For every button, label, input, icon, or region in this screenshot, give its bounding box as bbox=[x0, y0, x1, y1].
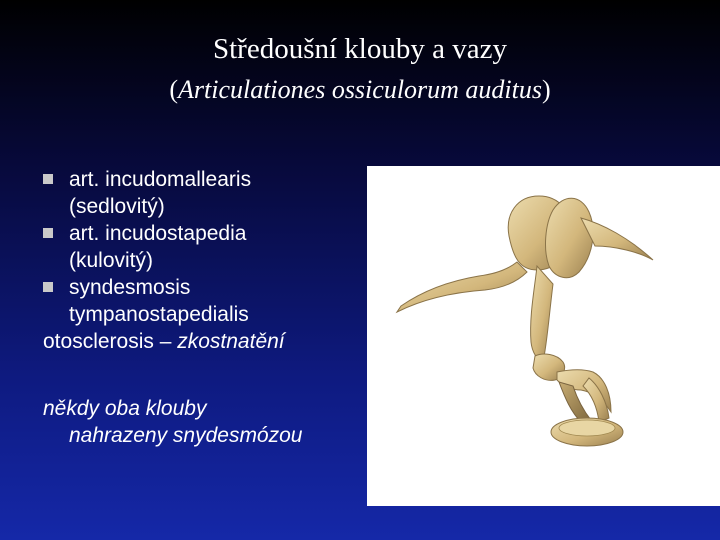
note-line-2: nahrazeny snydesmózou bbox=[69, 424, 303, 447]
subtitle-latin-term: Articulationes ossiculorum auditus bbox=[178, 75, 542, 104]
otosclerosis-term: otosclerosis – bbox=[43, 330, 178, 353]
body-text bbox=[38, 166, 368, 449]
bullet-line: tympanostapedialis bbox=[69, 303, 249, 326]
slide-title: Středoušní klouby a vazy bbox=[213, 33, 507, 65]
bullet-line: art. incudostapedia bbox=[69, 222, 247, 245]
note-line-1: někdy oba klouby bbox=[43, 397, 207, 420]
incus-shape bbox=[531, 198, 653, 362]
bullet-line: (kulovitý) bbox=[69, 249, 154, 272]
square-bullet-icon bbox=[43, 174, 53, 184]
ossicles-figure bbox=[367, 166, 720, 506]
bullet-line: (sedlovitý) bbox=[69, 195, 165, 218]
bullet-item bbox=[38, 166, 368, 220]
subtitle-close-paren: ) bbox=[542, 75, 551, 104]
slide-subtitle bbox=[0, 74, 720, 106]
spacer bbox=[38, 355, 368, 395]
bullet-line: syndesmosis bbox=[69, 276, 191, 299]
bullet-item bbox=[38, 274, 368, 328]
subtitle-open-paren: ( bbox=[169, 75, 178, 104]
square-bullet-icon bbox=[43, 228, 53, 238]
bullet-line: art. incudomallearis bbox=[69, 168, 252, 191]
ossicles-illustration bbox=[367, 166, 720, 506]
otosclerosis-line bbox=[38, 328, 368, 355]
stapes-shape bbox=[533, 354, 623, 446]
bullet-item bbox=[38, 220, 368, 274]
otosclerosis-meaning: zkostnatění bbox=[177, 330, 285, 353]
square-bullet-icon bbox=[43, 282, 53, 292]
